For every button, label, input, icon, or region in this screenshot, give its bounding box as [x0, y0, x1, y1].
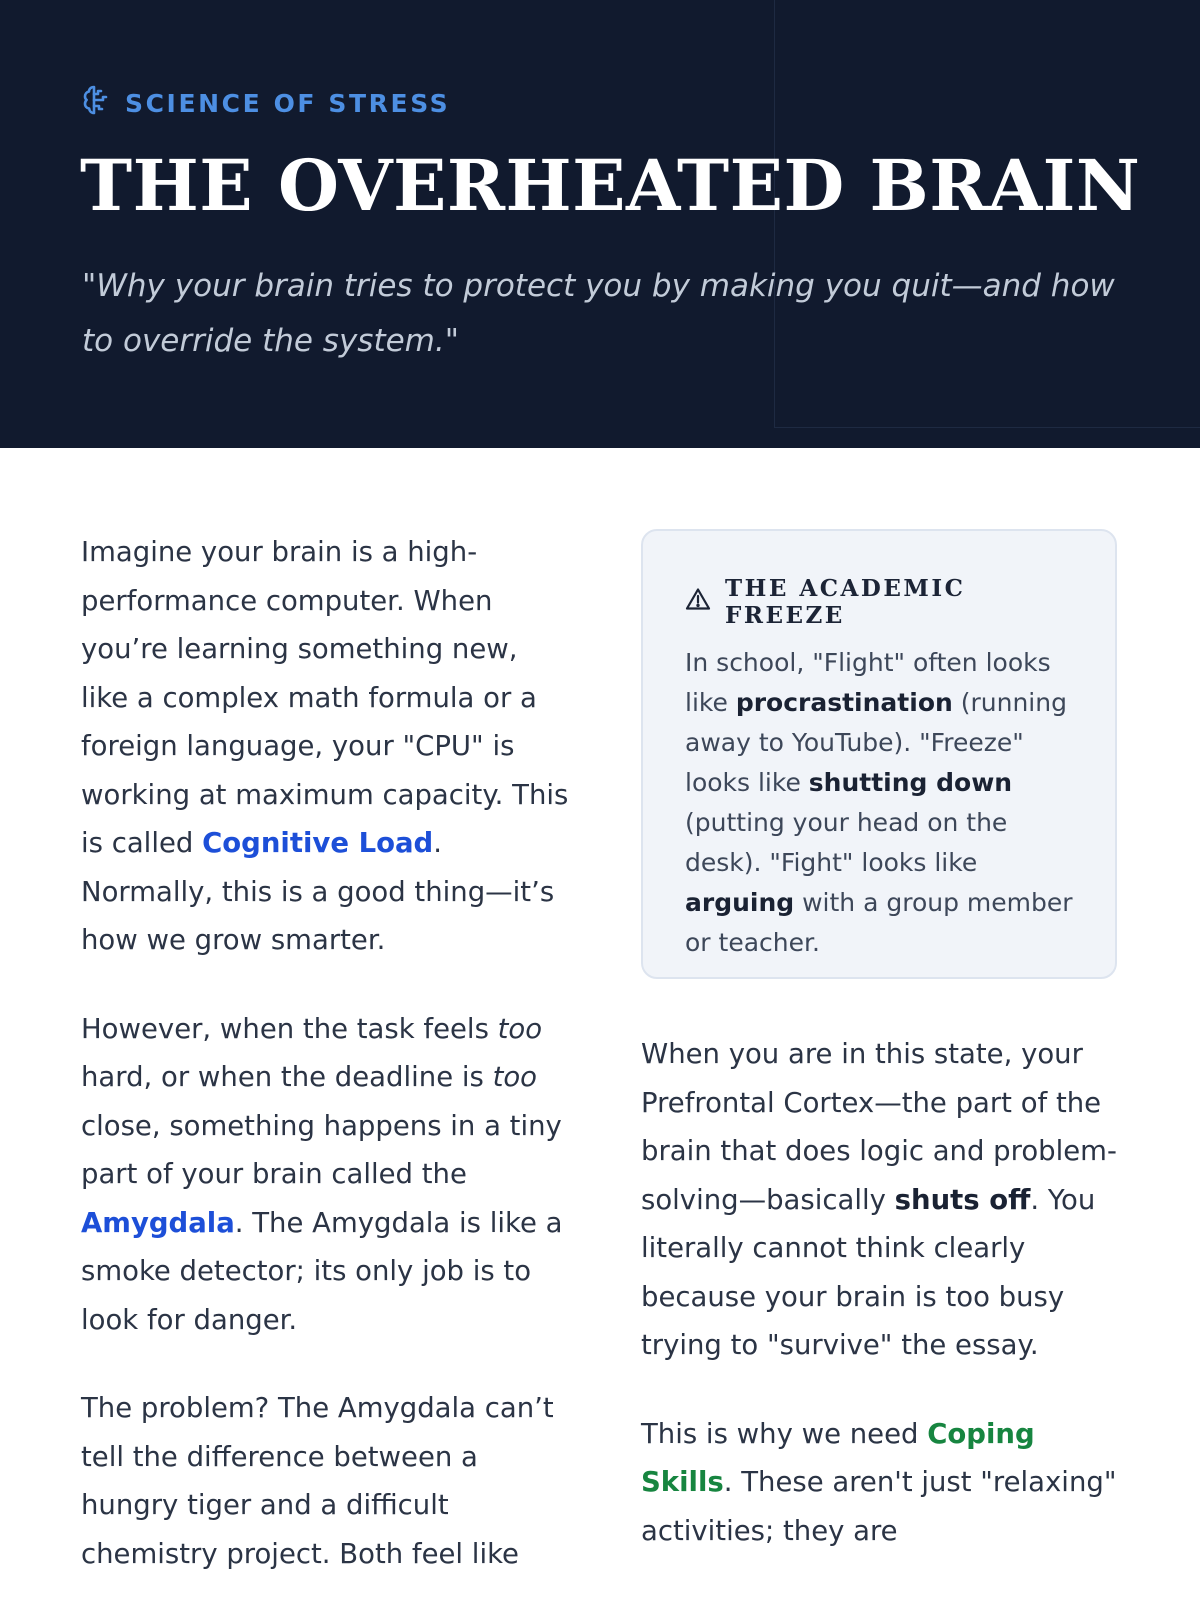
callout-text: In school, "Flight" often looks like procrastination (running away to YouTube). "Freeze" looks like shutting down (putting your head on the desk). "Fight" looks like arguing with a group member or teacher.	[685, 648, 1073, 957]
term-coping-skills: Coping Skills	[641, 1417, 1035, 1498]
warning-triangle-icon	[685, 587, 725, 617]
left-column	[81, 528, 571, 1618]
page-title: THE OVERHEATED BRAIN	[80, 144, 1141, 227]
category-kicker	[81, 84, 450, 122]
academic-freeze-callout	[641, 529, 1117, 979]
paragraph-prefrontal-cortex: When you are in this state, your Prefrontal Cortex—the part of the brain that does logic and problem-solving—basically shuts off. You literally cannot think clearly because your brain is too busy trying to "survive" the essay.	[641, 1038, 1117, 1361]
page-subtitle: "Why your brain tries to protect you by making you quit—and how to override the system."	[82, 268, 1115, 359]
term-cognitive-load: Cognitive Load	[202, 827, 434, 859]
emphasis-too: too	[497, 1012, 543, 1045]
callout-heading	[685, 575, 1075, 629]
paragraph-cognitive-load: Imagine your brain is a high-performance computer. When you’re learning something new, like a complex math formula or a foreign language, your "CPU" is working at maximum capacity. This is called Cognitive Load. Normally, this is a good thing—it’s how we grow smarter.	[81, 536, 569, 956]
term-shuts-off: shuts off	[894, 1183, 1031, 1216]
term-arguing: arguing	[685, 888, 795, 917]
term-amygdala: Amygdala	[81, 1206, 235, 1239]
paragraph-coping-skills: This is why we need Coping Skills. These aren't just "relaxing" activities; they are	[641, 1417, 1117, 1547]
callout-title: THE ACADEMIC FREEZE	[725, 575, 966, 629]
kicker-label: SCIENCE OF STRESS	[125, 88, 451, 118]
emphasis-too: too	[492, 1061, 537, 1093]
brain-icon	[81, 84, 125, 122]
right-column	[641, 1030, 1131, 1595]
hero-header	[0, 0, 1200, 448]
paragraph-problem: The problem? The Amygdala can’t tell the difference between a hungry tiger and a difficult chemistry project. Both feel like	[81, 1392, 554, 1570]
paragraph-amygdala: However, when the task feels too hard, or when the deadline is too close, something happens in a tiny part of your brain called the Amygdala. The Amygdala is like a smoke detector; its only job is to look for danger.	[81, 1012, 563, 1336]
term-shutting-down: shutting down	[808, 768, 1013, 797]
term-procrastination: procrastination	[735, 688, 953, 717]
